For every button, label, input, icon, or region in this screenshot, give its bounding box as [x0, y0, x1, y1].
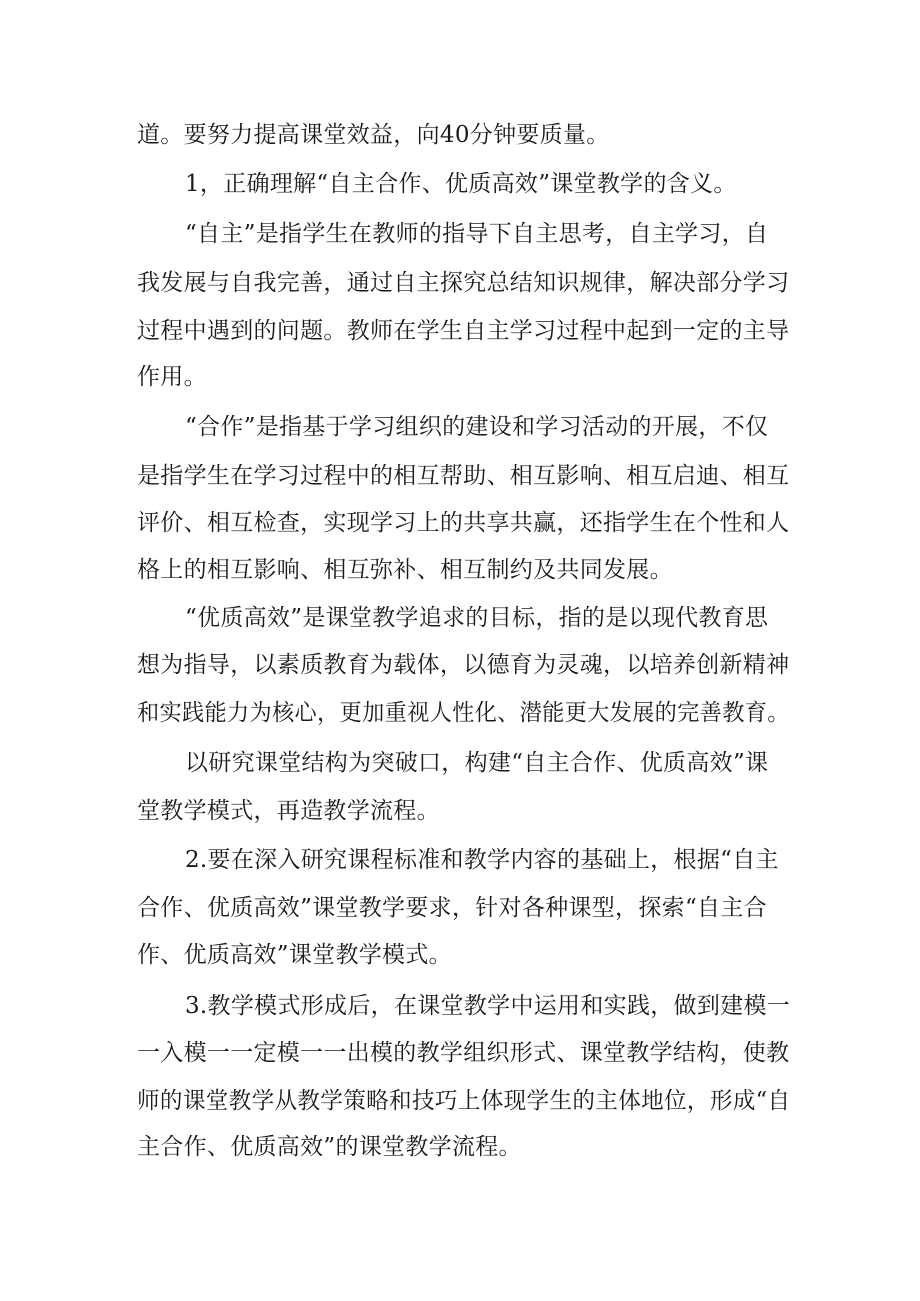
text-line: 3.教学模式形成后，在课堂教学中运用和实践，做到建模一: [185, 993, 791, 1019]
text-line: 一入模一一定模一一出模的教学组织形式、课堂教学结构，使教: [137, 1040, 790, 1066]
text-line: 和实践能力为核心，更加重视人性化、潜能更大发展的完善教育。: [137, 700, 790, 726]
text-line: 合作、优质高效”课堂教学要求，针对各种课型，探索“自主合: [137, 895, 767, 921]
text-line: 想为指导，以素质教育为载体，以德育为灵魂，以培养创新精神: [137, 652, 790, 678]
text-line: 师的课堂教学从教学策略和技巧上体现学生的主体地位，形成“自: [137, 1088, 791, 1114]
text-line: 道。要努力提高课堂效益，向40分钟要质量。: [137, 122, 610, 148]
text-line: 评价、相互检查，实现学习上的共享共赢，还指学生在个性和人: [137, 510, 790, 536]
text-line: 2.要在深入研究课程标准和教学内容的基础上，根据“自主: [185, 847, 779, 873]
text-line: 堂教学模式，再造教学流程。: [137, 798, 440, 824]
text-line: 作、优质高效”课堂教学模式。: [137, 942, 452, 968]
text-line: 过程中遇到的问题。教师在学生自主学习过程中起到一定的主导: [137, 318, 790, 344]
text-line: “合作”是指基于学习组织的建设和学习活动的开展，不仅: [185, 414, 769, 440]
text-line: 作用。: [137, 364, 207, 390]
text-line: 主合作、优质高效”的课堂教学流程。: [137, 1134, 522, 1160]
text-line: “自主”是指学生在教师的指导下自主思考，自主学习，自: [185, 221, 769, 247]
text-line: 是指学生在学习过程中的相互帮助、相互影响、相互启迪、相互: [137, 463, 790, 489]
text-line: “优质高效”是课堂教学追求的目标，指的是以现代教育思: [185, 605, 769, 631]
text-line: 以研究课堂结构为突破口，构建“自主合作、优质高效”课: [185, 750, 769, 776]
text-line: 1，正确理解“自主合作、优质高效”课堂教学的含义。: [185, 171, 737, 197]
text-line: 格上的相互影响、相互弥补、相互制约及共同发展。: [137, 557, 673, 583]
text-line: 我发展与自我完善，通过自主探究总结知识规律，解决部分学习: [137, 270, 790, 296]
